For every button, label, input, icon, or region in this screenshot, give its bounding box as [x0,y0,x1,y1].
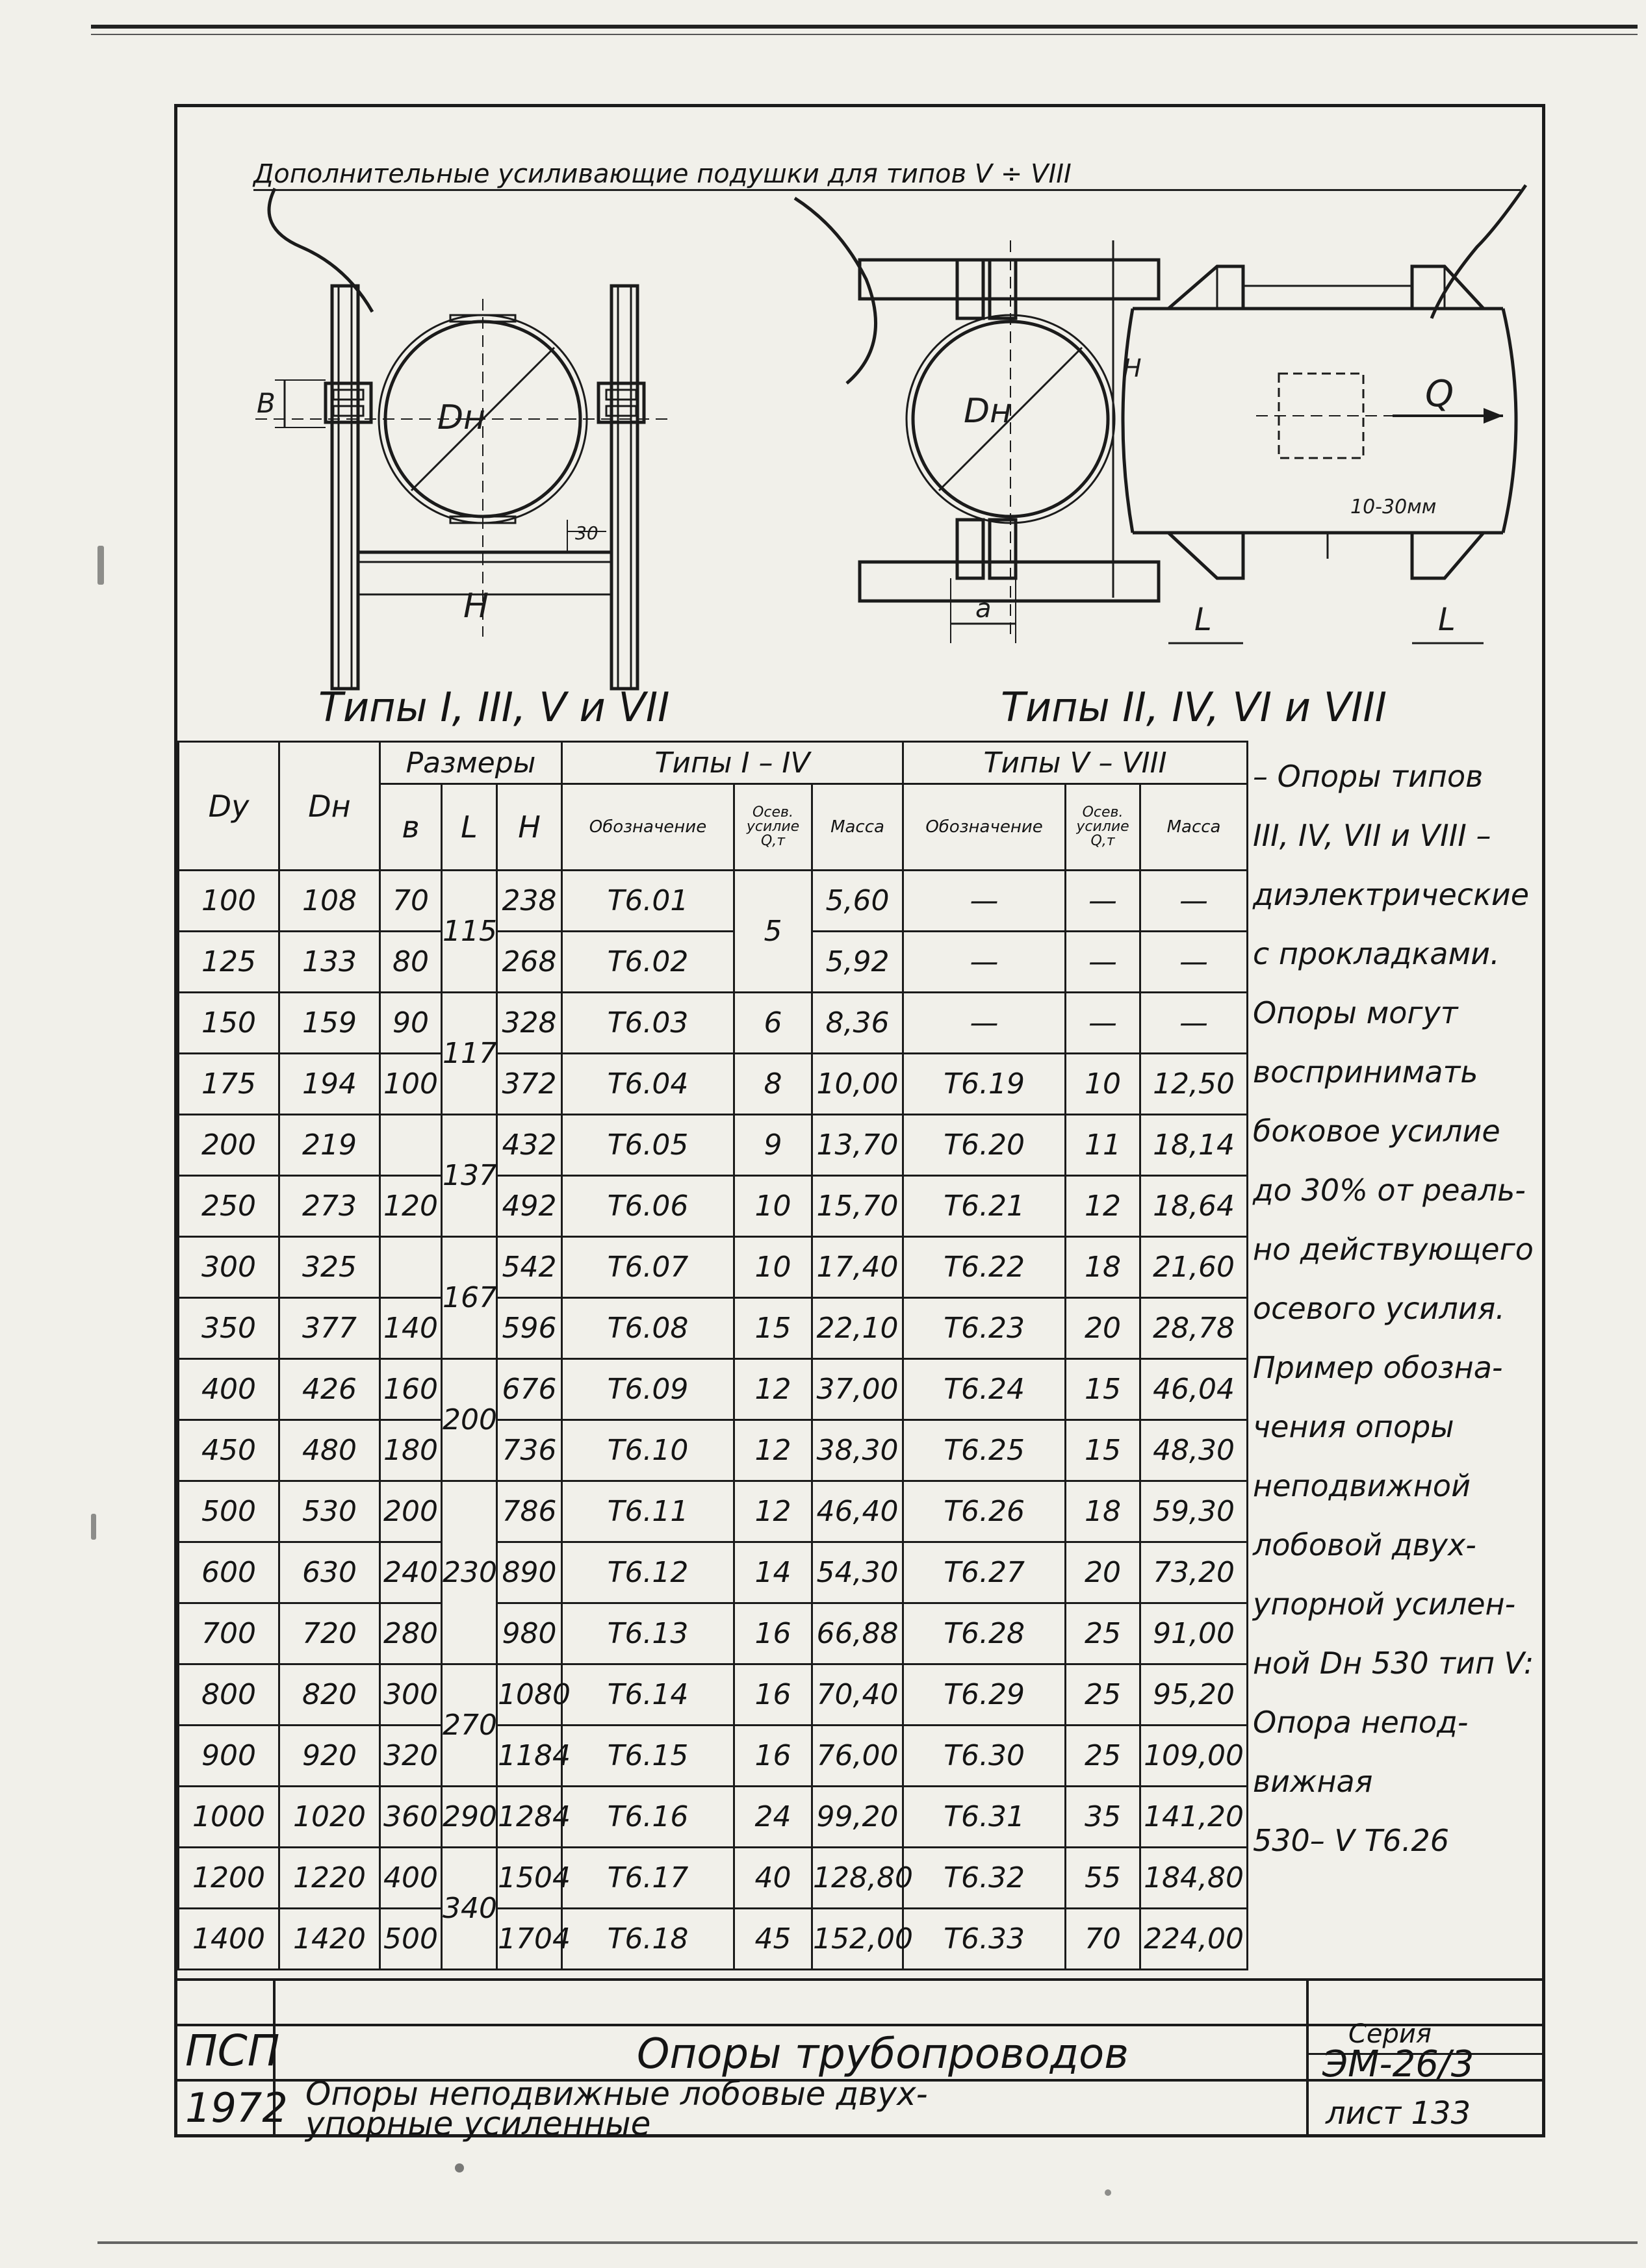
note-line: Опоры могут [1253,995,1458,1030]
cell-l: 117 [442,993,497,1115]
cell-b: 100 [380,1054,442,1115]
cell-q2: 55 [1066,1848,1140,1909]
note-line: ной Dн 530 тип V: [1253,1646,1534,1681]
technical-drawing [177,188,1539,689]
table-row [179,1664,1248,1726]
cell-dy: 800 [179,1664,279,1726]
cell-dn: 630 [279,1542,380,1603]
cell-d1: Т6.04 [562,1054,734,1115]
cell-d2: Т6.24 [903,1359,1066,1420]
header-h: H [497,784,562,871]
note-line: осевого усилия. [1253,1291,1505,1326]
cell-q1: 8 [734,1054,812,1115]
cell-m1: 46,40 [812,1481,903,1542]
cell-d2: Т6.21 [903,1176,1066,1237]
note-line: лобовой двух- [1253,1527,1476,1562]
series-label: Серия [1348,2019,1432,2049]
title-block-row-line [177,2024,1542,2026]
spec-table [177,741,1248,1970]
cell-d1: Т6.18 [562,1909,734,1970]
sheet-number: лист 133 [1326,2095,1471,2132]
cell-m2: 95,20 [1140,1664,1248,1726]
cell-b: 70 [380,871,442,932]
cell-m2: — [1140,871,1248,932]
cell-q2: 35 [1066,1787,1140,1848]
sheet-subtitle-line2: упорные усиленные [305,2105,651,2143]
cell-q1: 5 [734,871,812,993]
cell-dy: 300 [179,1237,279,1298]
cell-m1: 15,70 [812,1176,903,1237]
cell-dn: 108 [279,871,380,932]
note-line: боковое усилие [1253,1114,1500,1149]
note-line: – Опоры типов [1253,759,1484,794]
cell-m2: 91,00 [1140,1603,1248,1664]
cell-b: 140 [380,1298,442,1359]
table-row [179,1848,1248,1909]
cell-q1: 6 [734,993,812,1054]
cell-q2: 18 [1066,1481,1140,1542]
cell-d2: Т6.33 [903,1909,1066,1970]
cell-dn: 530 [279,1481,380,1542]
cell-b: 120 [380,1176,442,1237]
cell-h: 786 [497,1481,562,1542]
header-l: L [442,784,497,871]
note-line: 530– V Т6.26 [1253,1823,1450,1858]
cell-m2: 73,20 [1140,1542,1248,1603]
cell-m1: 37,00 [812,1359,903,1420]
table-row [179,1542,1248,1603]
cell-m2: 224,00 [1140,1909,1248,1970]
label-dn-left: Dн [437,398,486,437]
table-row [179,1603,1248,1664]
cell-dy: 900 [179,1726,279,1787]
cell-q2: 20 [1066,1298,1140,1359]
cell-m2: 46,04 [1140,1359,1248,1420]
cell-m2: 12,50 [1140,1054,1248,1115]
table-row [179,1359,1248,1420]
cell-m2: 184,80 [1140,1848,1248,1909]
cell-h: 1284 [497,1787,562,1848]
cell-d1: Т6.05 [562,1115,734,1176]
cell-q2: 15 [1066,1359,1140,1420]
title-block-top-line [177,1978,1542,1981]
sheet-subtitle-line1: Опоры неподвижные лобовые двух- [305,2075,928,2113]
top-border-line [91,25,1638,29]
cell-q1: 9 [734,1115,812,1176]
cell-l: 115 [442,871,497,993]
cell-d1: Т6.10 [562,1420,734,1481]
cell-q1: 10 [734,1237,812,1298]
left-view [255,286,671,689]
note-line: воспринимать [1253,1054,1478,1089]
cell-q2: — [1066,871,1140,932]
cell-dn: 426 [279,1359,380,1420]
note-line: III, IV, VII и VIII – [1253,818,1491,853]
cell-dy: 400 [179,1359,279,1420]
cell-d1: Т6.09 [562,1359,734,1420]
cell-m1: 5,92 [812,932,903,993]
cell-dn: 1220 [279,1848,380,1909]
cell-m1: 17,40 [812,1237,903,1298]
note-line: с прокладками. [1253,936,1500,971]
cell-dn: 133 [279,932,380,993]
cell-q1: 12 [734,1420,812,1481]
cell-d2: Т6.19 [903,1054,1066,1115]
sheet-title: Опоры трубопроводов [637,2030,1129,2078]
table-row [179,1176,1248,1237]
cell-h: 676 [497,1359,562,1420]
cell-b: 160 [380,1359,442,1420]
cell-dy: 450 [179,1420,279,1481]
cell-b: 300 [380,1664,442,1726]
cell-dn: 1420 [279,1909,380,1970]
cell-q1: 16 [734,1603,812,1664]
cell-q2: — [1066,932,1140,993]
cell-q2: 70 [1066,1909,1140,1970]
table-row [179,1420,1248,1481]
leader-line-mid [795,198,876,383]
table-row [179,1115,1248,1176]
cell-m2: 28,78 [1140,1298,1248,1359]
cell-h: 268 [497,932,562,993]
notes-column [1253,747,1539,1870]
top-border-line-thin [91,34,1638,35]
cell-q1: 45 [734,1909,812,1970]
cell-l: 200 [442,1359,497,1481]
cell-d1: Т6.07 [562,1237,734,1298]
table-row [179,1909,1248,1970]
series-code: ЭМ-26/3 [1322,2043,1474,2085]
label-dim-30: 30 [575,522,598,544]
note-line: Опора непод- [1253,1705,1469,1740]
cell-m2: 109,00 [1140,1726,1248,1787]
cell-q1: 15 [734,1298,812,1359]
label-a: a [975,594,992,624]
cell-d1: Т6.14 [562,1664,734,1726]
table-row [179,1054,1248,1115]
cell-m2: 48,30 [1140,1420,1248,1481]
header-b: в [380,784,442,871]
cell-dy: 200 [179,1115,279,1176]
cell-b: 180 [380,1420,442,1481]
cell-h: 432 [497,1115,562,1176]
cell-q1: 40 [734,1848,812,1909]
cell-dy: 150 [179,993,279,1054]
table-row [179,993,1248,1054]
note-line: упорной усилен- [1253,1586,1516,1622]
cell-m2: 18,14 [1140,1115,1248,1176]
cell-m1: 99,20 [812,1787,903,1848]
cell-l: 167 [442,1237,497,1359]
cell-m1: 8,36 [812,993,903,1054]
table-row [179,1787,1248,1848]
cell-q1: 14 [734,1542,812,1603]
cell-dy: 125 [179,932,279,993]
cell-d2: — [903,932,1066,993]
cell-q2: — [1066,993,1140,1054]
table-row [179,1237,1248,1298]
cell-m2: 59,30 [1140,1481,1248,1542]
cell-b: 360 [380,1787,442,1848]
cell-b: 90 [380,993,442,1054]
cell-d1: Т6.16 [562,1787,734,1848]
types-left-caption: Типы I, III, V и VII [318,683,670,731]
scan-speck [455,2163,464,2172]
cell-h: 596 [497,1298,562,1359]
cell-b: 320 [380,1726,442,1787]
cell-d1: Т6.02 [562,932,734,993]
table-row [179,1726,1248,1787]
scan-speck [91,1514,96,1540]
cell-h: 1184 [497,1726,562,1787]
cell-dy: 600 [179,1542,279,1603]
cell-dy: 1200 [179,1848,279,1909]
cell-m2: 141,20 [1140,1787,1248,1848]
header-designation-1: Обозначение [562,784,734,871]
cell-dn: 480 [279,1420,380,1481]
cell-m2: 21,60 [1140,1237,1248,1298]
cell-m2: 18,64 [1140,1176,1248,1237]
scan-speck [97,546,104,585]
header-dn: Dн [279,742,380,871]
cell-m1: 128,80 [812,1848,903,1909]
cell-q2: 18 [1066,1237,1140,1298]
cell-h: 328 [497,993,562,1054]
cell-m1: 38,30 [812,1420,903,1481]
cell-b [380,1237,442,1298]
cell-dy: 700 [179,1603,279,1664]
cell-h: 372 [497,1054,562,1115]
cell-q2: 25 [1066,1603,1140,1664]
cell-d2: Т6.22 [903,1237,1066,1298]
cell-m2: — [1140,993,1248,1054]
cell-b: 500 [380,1909,442,1970]
cell-d1: Т6.01 [562,871,734,932]
label-h: H [463,587,489,626]
cell-d1: Т6.12 [562,1542,734,1603]
cell-dn: 159 [279,993,380,1054]
cell-l: 230 [442,1481,497,1664]
header-axial-1: Осев. усилие Q,т [734,784,812,871]
cell-dy: 100 [179,871,279,932]
cell-d2: Т6.27 [903,1542,1066,1603]
cell-q1: 24 [734,1787,812,1848]
cell-q2: 15 [1066,1420,1140,1481]
header-types-1-4: Типы I – IV [562,742,903,784]
cell-d1: Т6.17 [562,1848,734,1909]
cell-dn: 920 [279,1726,380,1787]
cell-l: 290 [442,1787,497,1848]
leader-line-right [1432,185,1526,318]
label-dn-mid: Dн [964,392,1012,431]
title-block-right-divider [1306,1978,1309,2137]
cell-m1: 54,30 [812,1542,903,1603]
cell-m1: 5,60 [812,871,903,932]
cell-dn: 720 [279,1603,380,1664]
header-sizes: Размеры [380,742,562,784]
note-line: чения опоры [1253,1409,1454,1444]
header-axial-2: Осев. усилие Q,т [1066,784,1140,871]
cell-m1: 66,88 [812,1603,903,1664]
spec-table-body [179,871,1248,1970]
cell-q1: 16 [734,1664,812,1726]
cell-q2: 12 [1066,1176,1140,1237]
types-right-caption: Типы II, IV, VI и VIII [1001,683,1387,731]
note-line: диэлектрические [1253,877,1530,912]
cell-d2: Т6.26 [903,1481,1066,1542]
cell-d2: Т6.25 [903,1420,1066,1481]
cell-h: 1504 [497,1848,562,1909]
cell-l: 340 [442,1848,497,1970]
cell-q1: 16 [734,1726,812,1787]
table-row [179,932,1248,993]
cell-dn: 194 [279,1054,380,1115]
scan-speck [1105,2189,1111,2196]
table-row [179,1298,1248,1359]
cell-l: 270 [442,1664,497,1787]
bottom-border-line [97,2241,1638,2244]
cell-dy: 250 [179,1176,279,1237]
cell-dn: 325 [279,1237,380,1298]
cell-dy: 350 [179,1298,279,1359]
cell-q2: 25 [1066,1664,1140,1726]
cell-dn: 219 [279,1115,380,1176]
cell-d2: Т6.20 [903,1115,1066,1176]
cell-b: 200 [380,1481,442,1542]
middle-view [860,240,1159,643]
cell-h: 736 [497,1420,562,1481]
note-line: Пример обозна- [1253,1350,1503,1385]
cell-q1: 10 [734,1176,812,1237]
cell-h: 542 [497,1237,562,1298]
cell-h: 492 [497,1176,562,1237]
cell-l: 137 [442,1115,497,1237]
label-gap: 10-30мм [1350,496,1437,518]
cell-q2: 20 [1066,1542,1140,1603]
cell-m1: 76,00 [812,1726,903,1787]
cell-dy: 1400 [179,1909,279,1970]
cell-d2: — [903,993,1066,1054]
header-mass-2: Масса [1140,784,1248,871]
table-row [179,1481,1248,1542]
note-line: но действующего [1253,1232,1534,1267]
label-l-left: L [1194,602,1212,638]
cell-h: 890 [497,1542,562,1603]
cell-d1: Т6.06 [562,1176,734,1237]
cell-d1: Т6.13 [562,1603,734,1664]
label-q: Q [1425,373,1454,415]
cell-h: 1080 [497,1664,562,1726]
cell-dn: 1020 [279,1787,380,1848]
org-label: ПСП [185,2026,280,2076]
cell-dy: 500 [179,1481,279,1542]
cell-dy: 175 [179,1054,279,1115]
cell-dn: 377 [279,1298,380,1359]
cell-m2: — [1140,932,1248,993]
cell-d2: Т6.31 [903,1787,1066,1848]
cell-d2: Т6.23 [903,1298,1066,1359]
cell-m1: 152,00 [812,1909,903,1970]
label-b: B [257,387,276,419]
cell-d2: Т6.30 [903,1726,1066,1787]
table-row [179,871,1248,932]
label-h-right: H [1123,354,1142,383]
cell-dn: 820 [279,1664,380,1726]
cell-d2: Т6.32 [903,1848,1066,1909]
cell-h: 980 [497,1603,562,1664]
cell-d1: Т6.03 [562,993,734,1054]
cell-q1: 12 [734,1481,812,1542]
cell-d2: Т6.29 [903,1664,1066,1726]
note-line: неподвижной [1253,1468,1471,1503]
header-dy: Dу [179,742,279,871]
cell-m1: 22,10 [812,1298,903,1359]
cell-h: 238 [497,871,562,932]
drawing-title: Дополнительные усиливающие подушки для типов V ÷ VIII [253,159,1521,191]
cell-m1: 70,40 [812,1664,903,1726]
note-line: вижная [1253,1764,1373,1799]
cell-d1: Т6.15 [562,1726,734,1787]
cell-dn: 273 [279,1176,380,1237]
cell-dy: 1000 [179,1787,279,1848]
cell-q2: 11 [1066,1115,1140,1176]
cell-q2: 10 [1066,1054,1140,1115]
cell-h: 1704 [497,1909,562,1970]
cell-d1: Т6.08 [562,1298,734,1359]
cell-b: 240 [380,1542,442,1603]
cell-d1: Т6.11 [562,1481,734,1542]
header-designation-2: Обозначение [903,784,1066,871]
cell-q1: 12 [734,1359,812,1420]
cell-b: 400 [380,1848,442,1909]
right-view [1123,266,1516,643]
cell-d2: Т6.28 [903,1603,1066,1664]
note-line: до 30% от реаль- [1253,1173,1526,1208]
cell-d2: — [903,871,1066,932]
header-types-5-8: Типы V – VIII [903,742,1248,784]
year-label: 1972 [185,2084,288,2132]
cell-m1: 13,70 [812,1115,903,1176]
label-l-right: L [1438,602,1456,638]
cell-b [380,1115,442,1176]
cell-q2: 25 [1066,1726,1140,1787]
header-mass-1: Масса [812,784,903,871]
cell-b: 280 [380,1603,442,1664]
cell-b: 80 [380,932,442,993]
cell-m1: 10,00 [812,1054,903,1115]
